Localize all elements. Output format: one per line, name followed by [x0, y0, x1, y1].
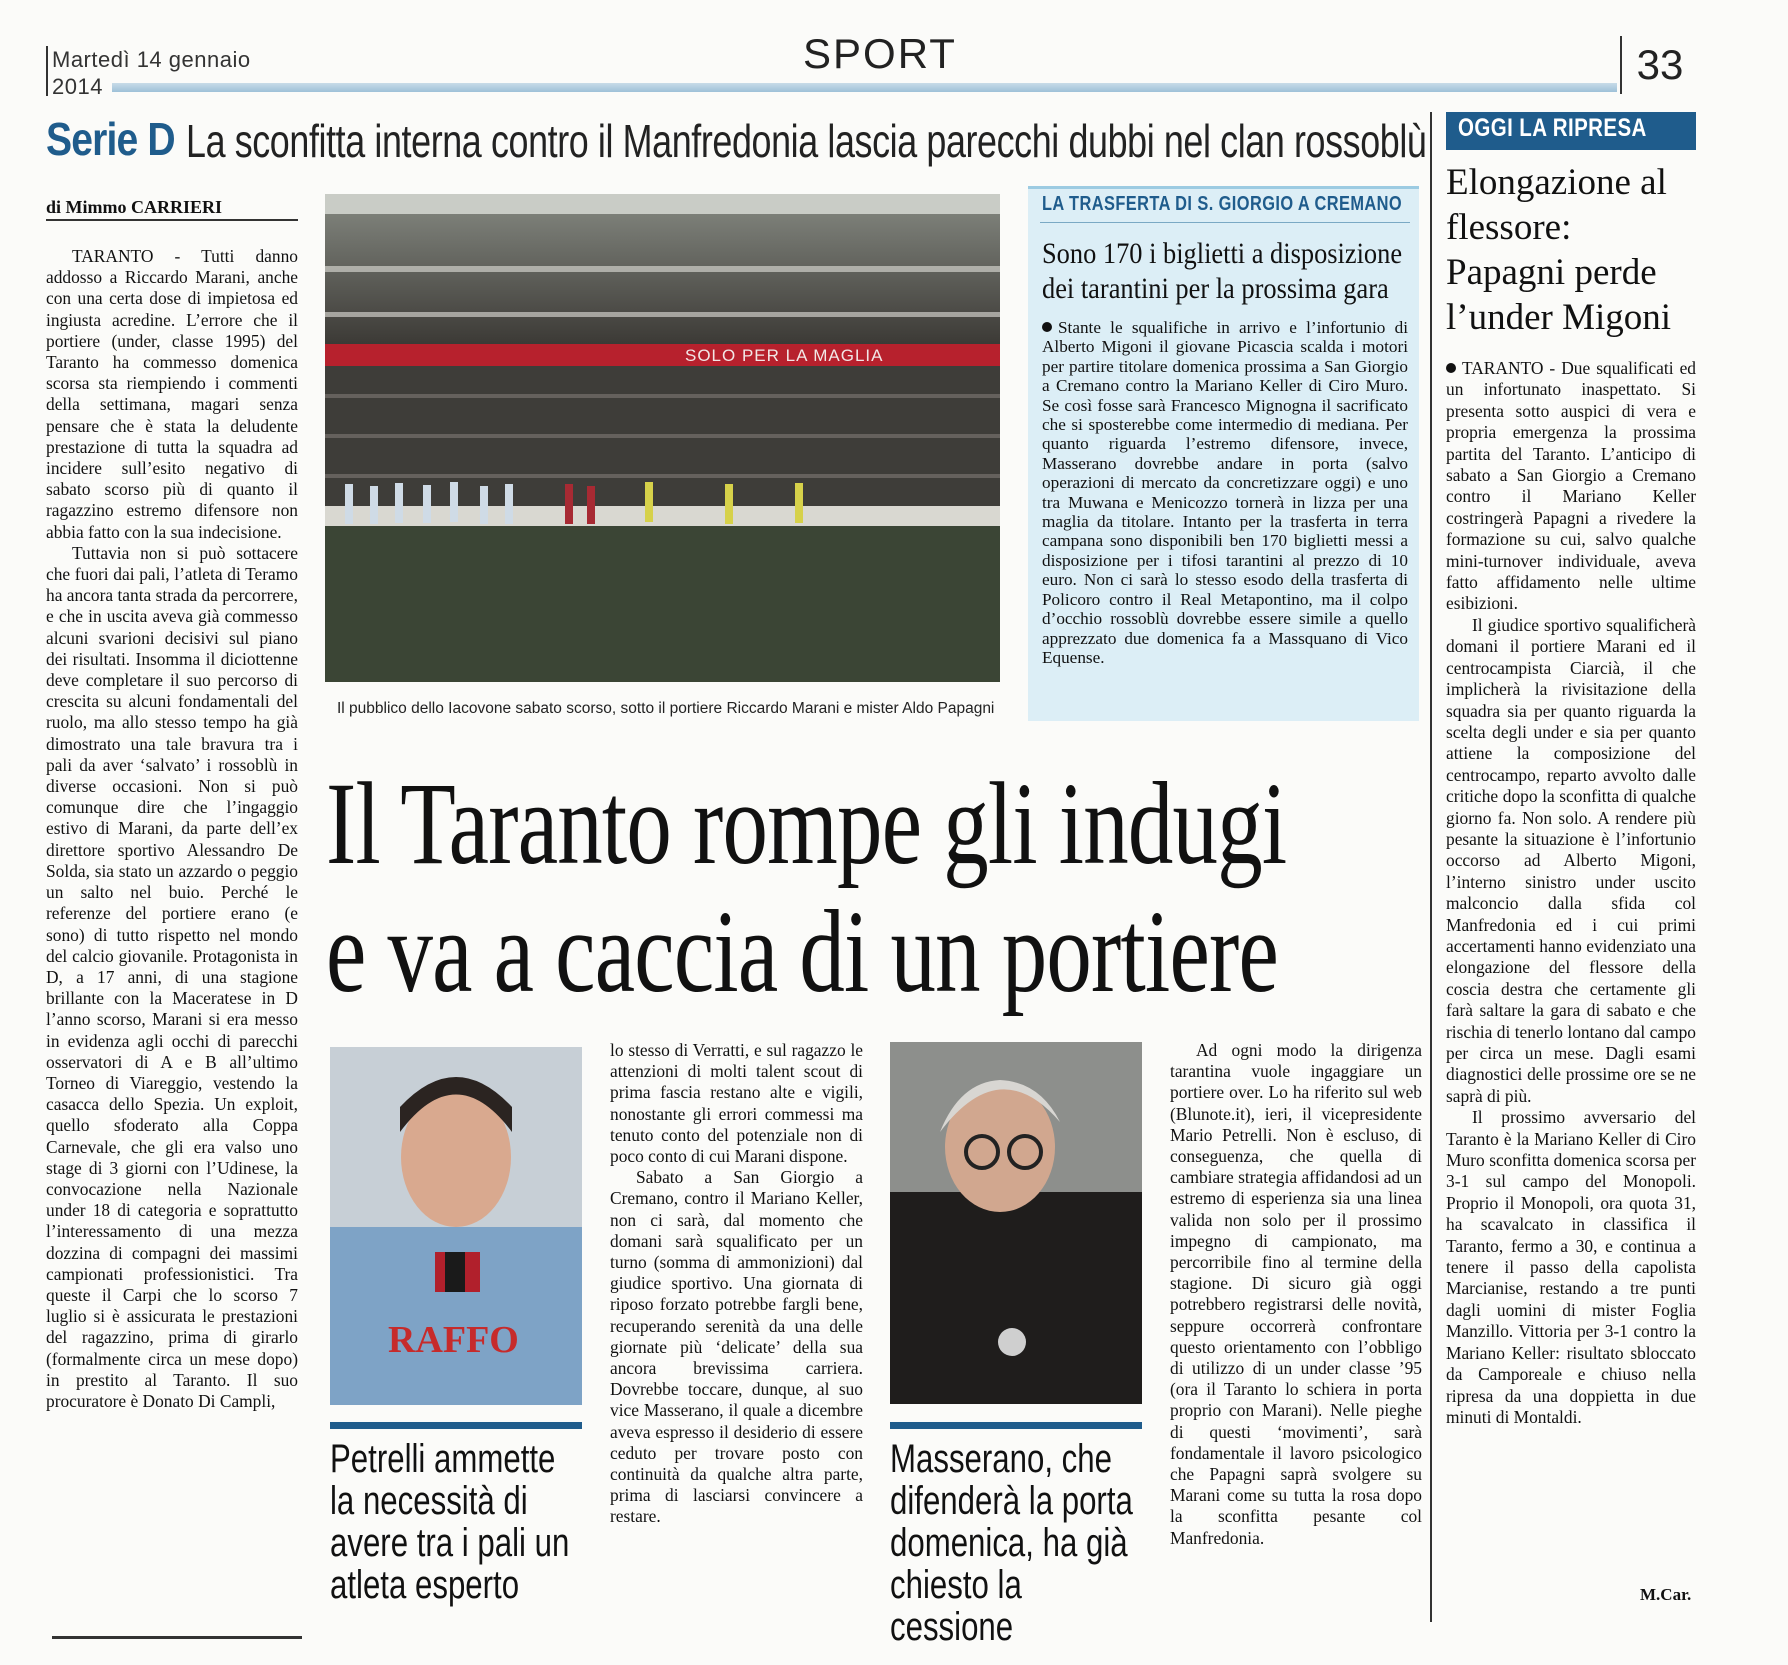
subhead-masserano: Masserano, che difenderà la porta domenica, ha già chiesto la cessione: [890, 1437, 1133, 1649]
author-signature: M.Car.: [1640, 1585, 1692, 1604]
kicker-label: Serie D: [46, 113, 175, 165]
header-date-day: Martedì 14 gennaio: [52, 47, 251, 72]
paragraph: [1446, 358, 1696, 615]
section-title: SPORT: [803, 30, 957, 77]
page-number: 33: [1620, 36, 1698, 94]
header-rule: [112, 83, 1617, 92]
right-title: Elongazione al flessore: Papagni perde l’under Migoni: [1446, 162, 1672, 338]
paragraph: Ad ogni modo la dirigenza tarantina vuole ingaggiare un portiere over. Lo ha riferito sul web (Blunote.it), ieri, il vicepresidente Mario Petrelli. Non è escluso, di conseguenza, che quella di cambiare strategia affidandosi ad un estremo di esperienza sia una linea valida non solo per il prossimo impegno di campionato, ma percorribile fino al termine della stagione. Di sicuro già oggi potrebbero registrarsi delle novità, seppure occorrerà confrontare questo orientamento con l’obbligo di utilizzo di un under classe ’95 (ora il Taranto lo schiera in porta proprio con Marani). Nelle pieghe di questi ‘movimenti’, sarà fondamentale il lavoro psicologico che Papagni saprà svolgere su Marani come su tutta la rosa dopo la sconfitta pesante col Manfredonia.: [1170, 1040, 1422, 1548]
byline: di Mimmo CARRIERI: [46, 197, 223, 217]
paragraph: Il prossimo avversario del Taranto è la Mariano Keller di Ciro Muro sconfitta domenica scorsa per 3-1 sul campo del Monopoli. Proprio il Monopoli, ora quota 31, ha scavalcato in classifica il Taranto, fermo a 30, e continua a tenere il passo della capolista Marcianise, restando a tre punti dagli uomini di mister Foglia Manzillo. Vittoria per 3-1 contro la Mariano Keller: risultato sbloccato da Camporeale e chiuso nella ripresa da una doppietta in due minuti di Montaldi.: [1446, 1107, 1696, 1427]
sidebar-body: [1042, 318, 1408, 667]
sidebar-rule: [1040, 222, 1410, 223]
main-headline: [326, 760, 1443, 1016]
paragraph: Sabato a San Giorgio a Cremano, contro il Mariano Keller, non ci sarà, dal momento che domani sarà squalificato per un turno (somma di ammonizioni) dal giudice sportivo. Una giornata di riposo forzato potrebbe fargli bene, recuperando serenità da una delle giornate più ‘delicate’ della sua ancora brevissima carriera. Dovrebbe toccare, dunque, al suo vice Masserano, il quale a dicembre aveva espresso il desiderio di essere ceduto per trovare posto con continuità da qualche altra parte, prima di lasciarsi convincere a restare.: [610, 1167, 863, 1527]
headline-line-1: Il Taranto rompe gli indugi: [326, 758, 1287, 889]
sidebar-kicker: LA TRASFERTA DI S. GIORGIO A CREMANO: [1042, 193, 1403, 215]
bullet-icon: [1446, 363, 1456, 373]
subhead-bar: [330, 1422, 582, 1429]
sidebar-title: Sono 170 i biglietti a disposizione dei tarantini per la prossima gara: [1042, 237, 1403, 305]
paragraph-text: TARANTO - Due squalificati ed un infortunato inaspettato. Si presenta sotto auspici di vera e propria emergenza la prossima partita del Taranto. L’anticipo di sabato a San Giorgio a Cremano contro il Mariano Keller costringerà Papagni a rivedere la formazione su cui, salvo qualche mini-turnover individuale, aveva fatto affidamento nelle ultime esibizioni.: [1446, 358, 1696, 614]
article-column-5: [1170, 1040, 1422, 1549]
paragraph: Tuttavia non si può sottacere che fuori dai pali, l’atleta di Teramo ha ancora tanta strada da percorrere, e che in uscita aveva già commesso alcuni svarioni decisivi sul piano dei risultati. Insomma il diciottenne deve completare il suo percorso di crescita su alcuni fondamentali del ruolo, ma allo stesso tempo ha già dimostrato una tale bravura tra i pali da aver ‘salvato’ i rossoblù in diverse occasioni. Non si può comunque dire che l’ingaggio estivo di Marani, da parte dell’ex direttore sportivo Alessandro De Solda, sia stato un azzardo o peggio un salto nel buio. Perché le referenze del portiere erano (e sono) di tutto rispetto nel mondo del calcio giovanile. Protagonista in D, a 17 anni, di una stagione brillante con la Maceratese in D l’anno scorso, Marani si era messo in evidenza agli occhi di parecchi osservatori di A e B all’ultimo Torneo di Viareggio, vestendo la casacca dello Spezia. Un exploit, quello sfoderato alla Coppa Carnevale, che gli era valso uno stage di 3 giorni con l’Udinese, la convocazione nella Nazionale under 18 di categoria e soprattutto l’interessamento di una mezza dozzina di compagni dei massimi campionati professionistici. Tra queste il Carpi che lo scorso 7 luglio si è assicurata le prestazioni del ragazzino, prima di girarlo (formalmente circa un mese dopo) in prestito al Taranto. Il suo procuratore è Donato Di Campli,: [46, 542, 299, 1411]
article-column-3: [610, 1040, 863, 1528]
stadium-banner-text: SOLO PER LA MAGLIA: [685, 346, 884, 365]
bottom-rule: [52, 1636, 302, 1639]
sidebar-body-text: Stante le squalifiche in arrivo e l’infortunio di Alberto Migoni il giovane Picascia scalda i motori per partire titolare domenica prossima a San Giorgio a Cremano contro la Mariano Keller di Ciro Muro. Se così fosse sarà Francesco Mignogna il sacrificato che si sposterebbe come intermedio di mediana. Per quanto riguarda l’estremo difensore, invece, Masserano dovrebbe andare in porta (salvo operazioni di mercato da concretizzare oggi) e uno tra Muwana e Menicozzo tornerà in lizza per una maglia da titolare. Intanto per la trasferta in terra campana sono disponibili ben 170 biglietti messi a disposizione per i tifosi tarantini al prezzo di 10 euro. Non ci sarà lo stesso esodo della trasferta di Policoro contro il Real Metapontino, ma il colpo d’occhio rossoblù dovrebbe essere simile a quello apprezzato due domenica fa a Massquano di Vico Equense.: [1042, 318, 1408, 667]
header-date-year: 2014: [52, 74, 103, 99]
stadium-photo: [325, 194, 1000, 682]
paragraph: lo stesso di Verratti, e sul ragazzo le attenzioni di molti talent scout di prima fascia restano alte e vigili, nonostante gli errori commessi ma tenuto conto del potenziale non di poco conto di cui Marani dispone.: [610, 1040, 863, 1167]
article-column-1: [46, 246, 298, 1412]
sponsor-text: RAFFO: [388, 1319, 519, 1361]
player-illustration: [330, 1047, 582, 1405]
stadium-illustration: [325, 194, 1000, 682]
bullet-icon: [1042, 322, 1052, 332]
player-photo: [330, 1047, 582, 1405]
header-left-rule: [46, 46, 48, 96]
kicker-text: La sconfitta interna contro il Manfredonia lascia parecchi dubbi nel clan rossoblù: [186, 115, 1427, 167]
subhead-petrelli: Petrelli ammette la necessità di avere tra i pali un atleta esperto: [330, 1437, 570, 1607]
coach-illustration: [890, 1042, 1142, 1404]
right-body: [1446, 358, 1696, 1428]
headline-line-2: e va a caccia di un portiere: [326, 886, 1279, 1017]
byline-rule: [46, 219, 298, 221]
coach-photo: [890, 1042, 1142, 1404]
photo-caption: Il pubblico dello Iacovone sabato scorso, sotto il portiere Riccardo Marani e mister Aldo Papagni: [337, 700, 995, 717]
subhead-bar: [890, 1422, 1142, 1429]
right-kicker: OGGI LA RIPRESA: [1458, 114, 1647, 142]
paragraph: TARANTO - Tutti danno addosso a Riccardo Marani, anche con una certa dose di impietosa ed ingiusta acredine. L’errore che il portiere (under, classe 1995) del Taranto ha commesso domenica scorsa sta riempiendo i commenti della settimana, magari senza pensare che è stata la deludente prestazione di tutta la squadra ad incidere sull’esito negativo di sabato scorso più di quanto il ragazzino estremo difensore non abbia fatto con la sua indecisione.: [46, 246, 298, 542]
paragraph: Il giudice sportivo squalificherà domani il portiere Marani ed il centrocampista Ciarcià, il che implicherà la rivisitazione della squadra sia per quanto riguarda la scelta degli under e sia per quanto attiene la composizione del centrocampo, reparto avvolto dalle critiche dopo la sconfitta di qualche giorno fa. Non solo. A rendere più pesante la situazione è l’infortunio occorso ad Alberto Migoni, l’interno sinistro under uscito malconcio dalla sfida col Manfredonia ed i cui primi accertamenti hanno evidenziato una elongazione del flessore della coscia destra che certamente gli farà saltare la gara di sabato e che rischia di tenerlo lontano dal campo per circa un mese. Dagli esami diagnostici delle prossime ore se ne saprà di più.: [1446, 614, 1696, 1106]
